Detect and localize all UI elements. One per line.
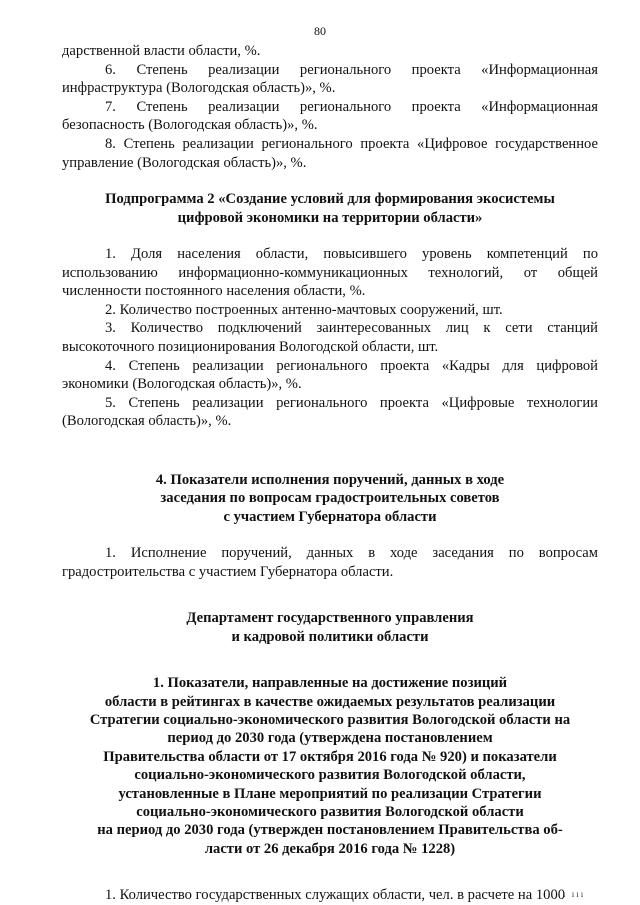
page-number: 80 bbox=[314, 24, 326, 38]
section-heading-line: социально-экономического развития Вологодской области, bbox=[134, 767, 526, 784]
subprogram-heading: Подпрограмма 2 «Создание условий для формирования экосистемы цифровой экономики на территории области» bbox=[105, 191, 555, 226]
text-line-continued: дарственной власти области, %. bbox=[62, 43, 261, 59]
list-item: 6. Степень реализации регионального проекта «Информационная инфраструктура (Вологодская область)», %. bbox=[62, 61, 598, 97]
section-heading-line: установленные в Плане мероприятий по реализации Стратегии bbox=[118, 785, 542, 802]
department-heading-line: Департамент государственного управления bbox=[186, 610, 474, 627]
list-item: 3. Количество подключений заинтересованных лиц к сети станций высокоточного позиционирования Вологодской области, шт. bbox=[62, 320, 598, 355]
section-heading-line: с участием Губернатора области bbox=[223, 508, 437, 525]
section-heading-line: период до 2030 года (утверждена постановлением bbox=[167, 730, 493, 747]
list-item: 1. Исполнение поручений, данных в ходе заседания по вопросам градостроительства с участием Губернатора области. bbox=[62, 545, 598, 580]
list-item: 1. Доля населения области, повысившего уровень компетенций по использованию информационно-коммуникационных технологий, от общей численности постоянного населения области, %. bbox=[62, 245, 598, 300]
section-heading-line: ласти от 26 декабря 2016 года № 1228) bbox=[204, 840, 456, 857]
section-heading-line: Стратегии социально-экономического развития Вологодской области на bbox=[89, 711, 571, 728]
list-item: 1. Количество государственных служащих области, чел. в расчете на 1000 bbox=[105, 887, 566, 904]
section-heading-line: области в рейтингах в качестве ожидаемых результатов реализации bbox=[104, 693, 556, 710]
list-item: 7. Степень реализации регионального проекта «Информационная безопасность (Вологодская область)», %. bbox=[62, 98, 598, 134]
footer-mark: ı ııı bbox=[563, 889, 586, 899]
section-heading-line: социально-экономического развития Вологодской области bbox=[136, 803, 524, 820]
section-heading-line: на период до 2030 года (утвержден постановлением Правительства об- bbox=[97, 822, 563, 839]
section-heading-line: 4. Показатели исполнения поручений, данных в ходе bbox=[155, 471, 505, 488]
department-heading-line: и кадровой политики области bbox=[231, 628, 429, 645]
list-item: 4. Степень реализации регионального проекта «Кадры для цифровой экономики (Вологодская область)», %. bbox=[62, 357, 598, 393]
section-heading-line: заседания по вопросам градостроительных советов bbox=[160, 490, 500, 507]
section-heading-line: 1. Показатели, направленные на достижение позиций bbox=[152, 675, 508, 692]
list-item: 8. Степень реализации регионального проекта «Цифровое государственное управление (Вологодская область)», %. bbox=[62, 135, 598, 171]
list-item: 5. Степень реализации регионального проекта «Цифровые технологии (Вологодская область)», %. bbox=[62, 394, 598, 430]
section-heading-line: Правительства области от 17 октября 2016 года № 920) и показатели bbox=[103, 748, 557, 765]
document-body bbox=[62, 42, 598, 905]
list-item: 2. Количество построенных антенно-мачтовых сооружений, шт. bbox=[105, 301, 503, 318]
